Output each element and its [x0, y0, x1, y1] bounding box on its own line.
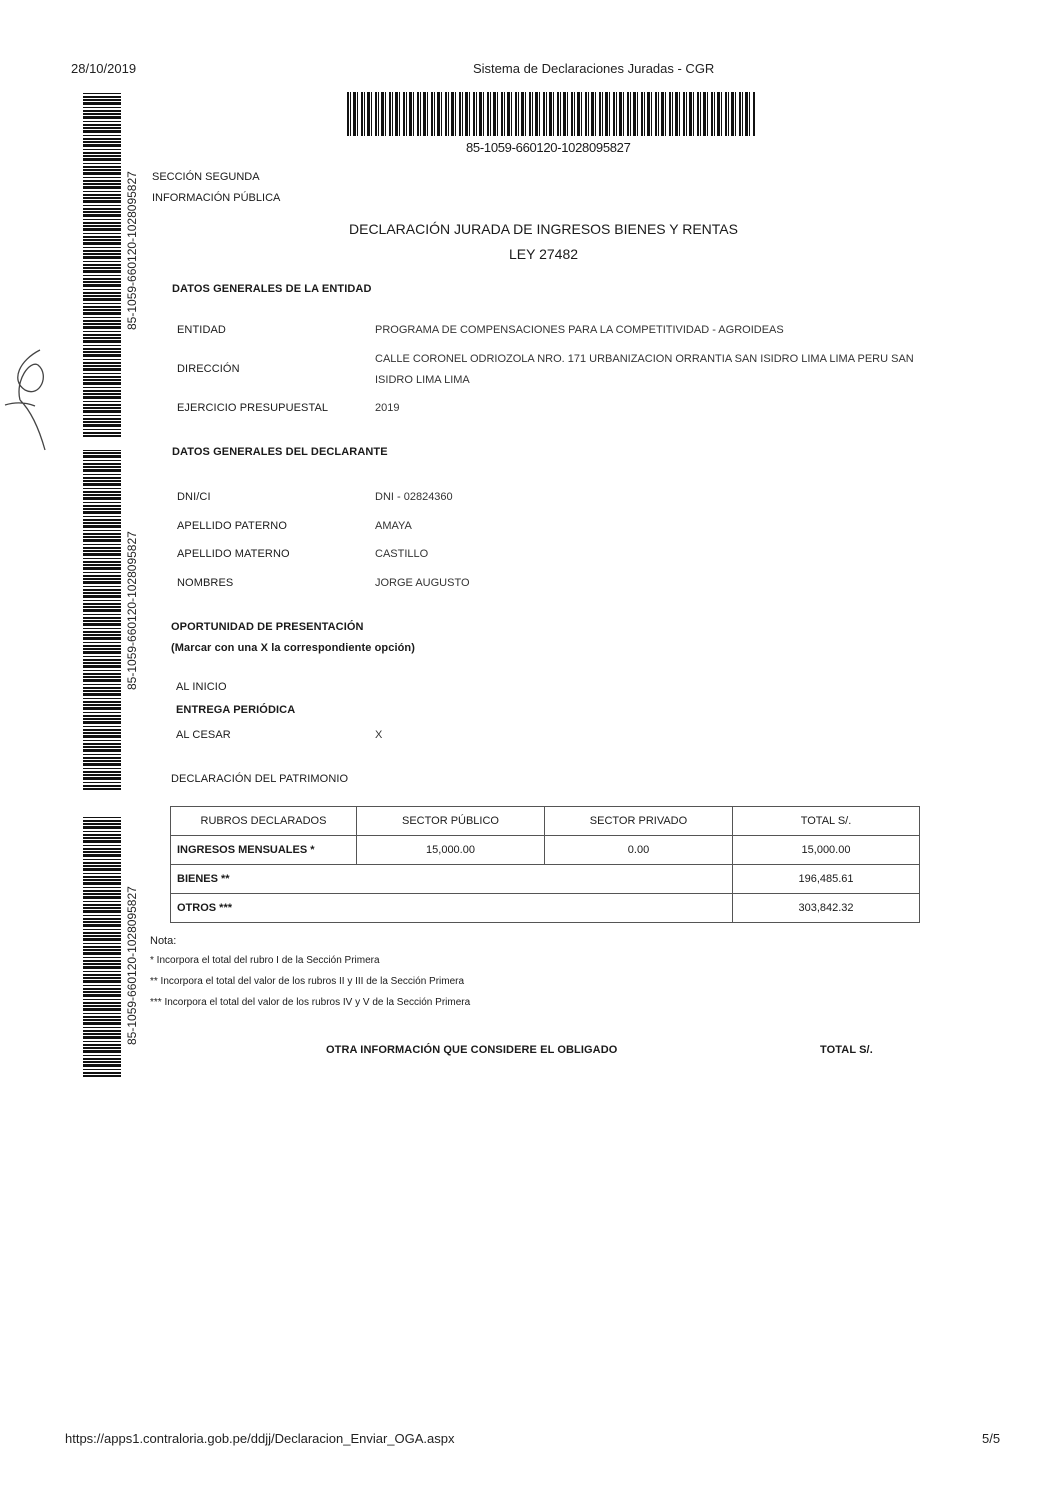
oportunidad-heading: OPORTUNIDAD DE PRESENTACIÓN	[171, 621, 364, 633]
col-rubros: RUBROS DECLARADOS	[171, 807, 357, 836]
col-sector-publico: SECTOR PÚBLICO	[357, 807, 545, 836]
oportunidad-subheading: (Marcar con una X la correspondiente opción)	[171, 642, 415, 654]
dni-label: DNI/CI	[177, 491, 211, 503]
ingresos-label: INGRESOS MENSUALES *	[171, 836, 357, 865]
option-entrega-periodica: ENTREGA PERIÓDICA	[176, 704, 296, 716]
ingresos-total: 15,000.00	[733, 836, 920, 865]
note-1: * Incorpora el total del rubro I de la Sección Primera	[150, 955, 380, 966]
otra-total-label: TOTAL S/.	[820, 1044, 873, 1056]
bienes-total: 196,485.61	[733, 865, 920, 894]
law-number: LEY 27482	[509, 246, 579, 262]
entidad-label: ENTIDAD	[177, 324, 226, 336]
table-row	[171, 865, 920, 894]
patrimonio-table	[170, 806, 920, 923]
col-sector-privado: SECTOR PRIVADO	[545, 807, 733, 836]
ingresos-privado: 0.00	[545, 836, 733, 865]
otros-total: 303,842.32	[733, 894, 920, 923]
side-barcode-3	[83, 815, 121, 1077]
handwritten-signature	[0, 340, 70, 470]
system-title: Sistema de Declaraciones Juradas - CGR	[473, 61, 715, 76]
entidad-value: PROGRAMA DE COMPENSACIONES PARA LA COMPETITIVIDAD - AGROIDEAS	[375, 324, 784, 336]
note-2: ** Incorpora el total del valor de los rubros II y III de la Sección Primera	[150, 976, 465, 987]
otros-label: OTROS ***	[171, 894, 733, 923]
option-al-cesar-mark: X	[375, 729, 383, 741]
notes-title: Nota:	[150, 935, 177, 947]
apellido-materno-label: APELLIDO MATERNO	[177, 548, 290, 560]
table-row	[171, 894, 920, 923]
section-line2: INFORMACIÓN PÚBLICA	[152, 192, 281, 204]
table-header-row	[171, 807, 920, 836]
table-row	[171, 836, 920, 865]
nombres-value: JORGE AUGUSTO	[375, 577, 470, 589]
apellido-materno-value: CASTILLO	[375, 548, 429, 560]
patrimonio-heading: DECLARACIÓN DEL PATRIMONIO	[171, 773, 349, 785]
apellido-paterno-value: AMAYA	[375, 520, 412, 532]
direccion-value: CALLE CORONEL ODRIOZOLA NRO. 171 URBANIZACION ORRANTIA SAN ISIDRO LIMA LIMA PERU SAN	[375, 353, 914, 365]
ingresos-publico: 15,000.00	[357, 836, 545, 865]
barcode-number: 85-1059-660120-1028095827	[466, 140, 631, 155]
side-barcode-number-2: 85-1059-660120-1028095827	[125, 531, 139, 690]
direccion-value-line2: ISIDRO LIMA LIMA	[375, 374, 470, 386]
nombres-label: NOMBRES	[177, 577, 234, 589]
page-number: 5/5	[982, 1431, 1001, 1446]
direccion-label: DIRECCIÓN	[177, 363, 240, 375]
ejercicio-value: 2019	[375, 402, 400, 414]
option-al-cesar: AL CESAR	[176, 729, 231, 741]
side-barcode-1	[83, 92, 121, 437]
footer-url[interactable]: https://apps1.contraloria.gob.pe/ddjj/Declaracion_Enviar_OGA.aspx	[65, 1431, 455, 1446]
side-barcode-number-1: 85-1059-660120-1028095827	[125, 171, 139, 330]
dni-value: DNI - 02824360	[375, 491, 453, 503]
side-barcode-2	[83, 450, 121, 790]
declarante-heading: DATOS GENERALES DEL DECLARANTE	[172, 446, 388, 458]
note-3: *** Incorpora el total del valor de los rubros IV y V de la Sección Primera	[150, 997, 471, 1008]
print-date: 28/10/2019	[71, 61, 137, 76]
ejercicio-label: EJERCICIO PRESUPUESTAL	[177, 402, 329, 414]
bienes-label: BIENES **	[171, 865, 733, 894]
top-barcode	[347, 92, 755, 136]
side-barcode-number-3: 85-1059-660120-1028095827	[125, 886, 139, 1045]
page-title: DECLARACIÓN JURADA DE INGRESOS BIENES Y RENTAS	[349, 221, 738, 237]
col-total: TOTAL S/.	[733, 807, 920, 836]
section-line1: SECCIÓN SEGUNDA	[152, 171, 260, 183]
entidad-heading: DATOS GENERALES DE LA ENTIDAD	[172, 283, 372, 295]
option-al-inicio: AL INICIO	[176, 681, 227, 693]
apellido-paterno-label: APELLIDO PATERNO	[177, 520, 287, 532]
otra-informacion-label: OTRA INFORMACIÓN QUE CONSIDERE EL OBLIGADO	[326, 1044, 618, 1056]
